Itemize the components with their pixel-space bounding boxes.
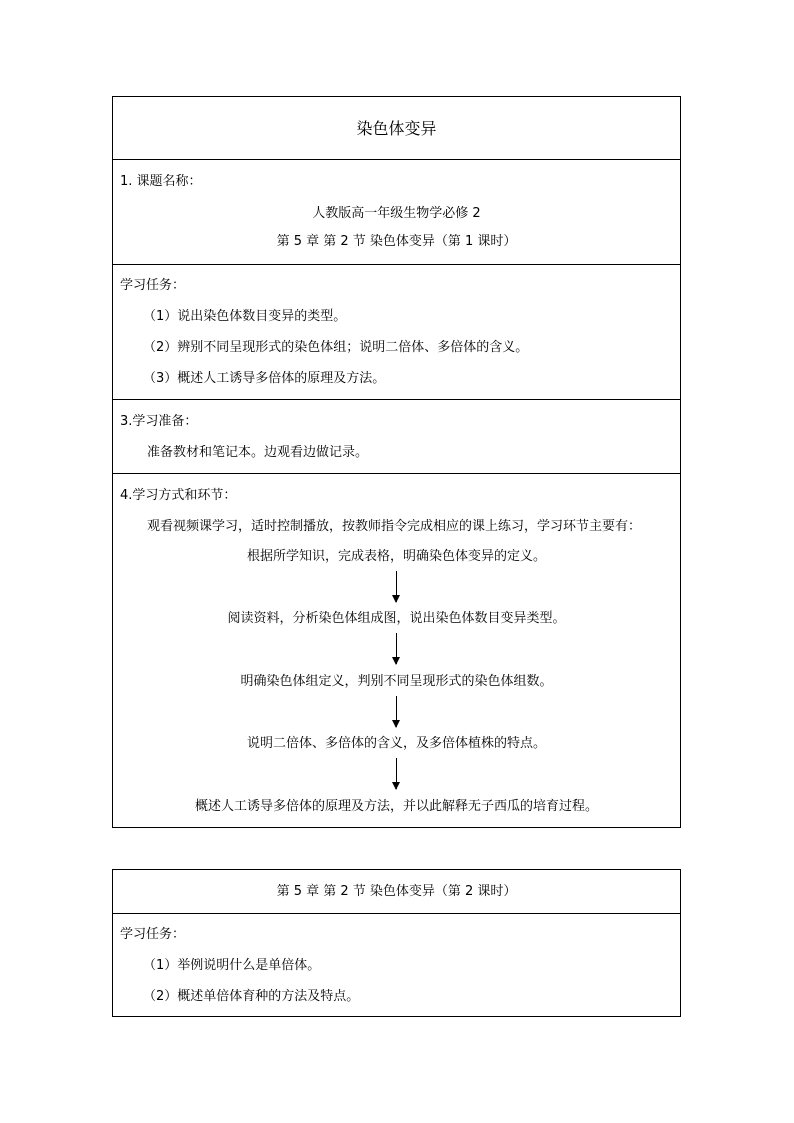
method-row	[113, 473, 680, 827]
method-intro: 观看视频课学习，适时控制播放，按教师指令完成相应的课上练习，学习环节主要有：	[147, 519, 642, 534]
task-item: （2）概述单倍体育种的方法及特点。	[143, 989, 360, 1004]
title-row	[113, 97, 680, 159]
preparation-text: 准备教材和笔记本。边观看边做记录。	[147, 445, 369, 460]
learning-tasks-row	[113, 264, 680, 400]
lesson-2-tasks-heading: 学习任务：	[120, 927, 186, 942]
preparation-heading: 3.学习准备：	[120, 414, 198, 429]
flow-step-1: 根据所学知识，完成表格，明确染色体变异的定义。	[246, 549, 546, 564]
down-arrow-icon	[396, 758, 397, 789]
lesson-2-tasks-row	[113, 913, 680, 1016]
task-item: （1）说出染色体数目变异的类型。	[143, 309, 347, 324]
down-arrow-icon	[396, 696, 397, 727]
flow-step-2: 阅读资料，分析染色体组成图，说出染色体数目变异类型。	[227, 611, 566, 626]
lesson-1-table	[112, 96, 681, 828]
preparation-row	[113, 399, 680, 474]
task-item: （2）辨别不同呈现形式的染色体组；说明二倍体、多倍体的含义。	[143, 340, 529, 355]
course-name-heading: 1. 课题名称：	[120, 174, 202, 189]
down-arrow-icon	[396, 633, 397, 664]
lesson-2-title-row	[113, 870, 680, 913]
course-name-row	[113, 159, 680, 265]
method-heading: 4.学习方式和环节：	[120, 488, 237, 503]
flow-step-5: 概述人工诱导多倍体的原理及方法，并以此解释无子西瓜的培育过程。	[194, 799, 598, 814]
lesson-2-table	[112, 869, 681, 1017]
flow-step-3: 明确染色体组定义，判别不同呈现形式的染色体组数。	[240, 674, 553, 689]
lesson-2-title: 第 5 章 第 2 节 染色体变异（第 2 课时）	[276, 884, 517, 899]
task-item: （1）举例说明什么是单倍体。	[143, 958, 321, 973]
down-arrow-icon	[396, 571, 397, 602]
flow-step-4: 说明二倍体、多倍体的含义，及多倍体植株的特点。	[246, 736, 546, 751]
lesson-name: 第 5 章 第 2 节 染色体变异（第 1 课时）	[276, 234, 517, 249]
textbook-name: 人教版高一年级生物学必修 2	[312, 206, 481, 221]
learning-tasks-heading: 学习任务：	[120, 278, 186, 293]
document-title: 染色体变异	[356, 119, 437, 138]
task-item: （3）概述人工诱导多倍体的原理及方法。	[143, 371, 386, 386]
